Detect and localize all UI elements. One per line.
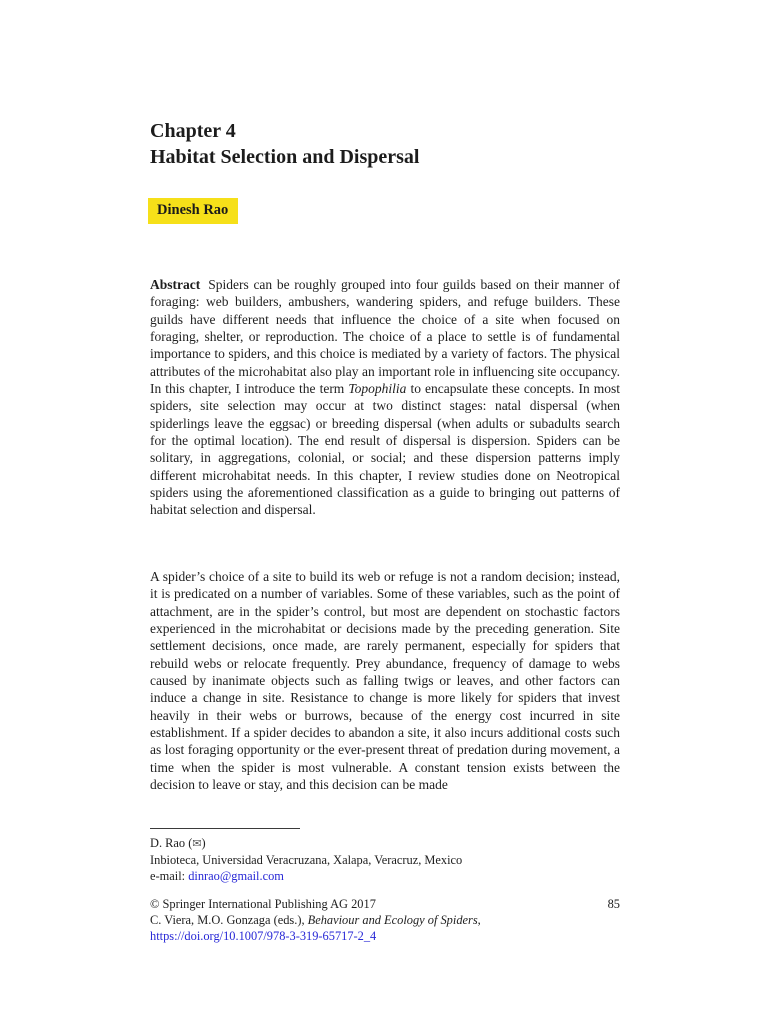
footnote-author-prefix: D. Rao ( [150,836,193,850]
editors-line [150,912,620,928]
copyright-block [150,896,620,944]
footnote-affiliation: Inbioteca, Universidad Veracruzana, Xalapa, Veracruz, Mexico [150,853,463,867]
author-block [148,198,238,224]
doi-line [150,928,620,944]
abstract-label: Abstract [150,277,201,292]
footnote-block [150,828,620,884]
email-link[interactable]: dinrao@gmail.com [188,869,284,883]
email-label: e-mail: [150,869,189,883]
footnote-author-line [150,835,620,852]
chapter-label: Chapter 4 [150,120,236,142]
copyright-line [150,896,620,912]
chapter-title: Habitat Selection and Dispersal [150,146,420,168]
abstract-italic-term: Topophilia [348,381,407,397]
footnote-author-suffix: ) [201,836,206,850]
abstract-paragraph [150,276,620,519]
editors-suffix: , [477,913,481,927]
body-paragraph: A spider’s choice of a site to build its web or refuge is not a random decision; instead, it is predicated on a number of variables. Some of these variables, such as the point of attachment, are in the spider’s control, but most are dependent on stochastic factors experienced in the microhabitat or decisions made by the preceding generation. Site settlement decisions, once made, are rarely permanent, especially for spiders that rebuild webs or relocate frequently. Prey abundance, frequency of damage to webs caused by inanimate objects such as falling twigs or leaves, and other factors can induce a change in site. Resistance to change is more likely for spiders that invest heavily in their webs or burrows, because of the energy cost incurred in site establishment. If a spider decides to abandon a site, it also incurs additional costs such as lost foraging opportunity or the ever-present threat of predation during movement, a time when the spider is most vulnerable. A constant tension exists between the decision to leave or stay, and this decision can be made [150,569,620,793]
abstract-text-after-term: to encapsulate these concepts. In most spiders, site selection may occur at two distinct stages: natal dispersal (when spiderlings leave the eggsac) or breeding dispersal (when adults or subadults search for the optimal location). The end result of dispersal is dispersion. Spiders can be solitary, in aggregations, colonial, or social; and these dispersion patterns imply different microhabitat needs. In this chapter, I review studies done on Neotropical spiders using the aforementioned classification as a guide to bringing out patterns of habitat selection and dispersal. [150,381,621,518]
doi-link[interactable]: https://doi.org/10.1007/978-3-319-65717-2_4 [150,929,377,943]
page-number: 85 [607,897,620,911]
copyright-text: © Springer International Publishing AG 2017 [150,897,376,911]
chapter-header [150,118,620,170]
abstract-text-before-term: Spiders can be roughly grouped into four guilds based on their manner of foraging: web builders, ambushers, wandering spiders, and refuge builders. These guilds have different needs that influence the choice of a site when focused on foraging, shelter, or reproduction. The choice of a place to settle is of fundamental importance to spiders, and this choice is mediated by a variety of factors. The physical attributes of the microhabitat also play an important role in influencing site occupancy. In this chapter, I introduce the term [150,277,620,397]
editors-prefix: C. Viera, M.O. Gonzaga (eds.), [150,913,308,927]
book-title: Behaviour and Ecology of Spiders [307,913,478,927]
footnote-email-line [150,868,620,884]
footnote-divider [150,828,300,829]
envelope-icon: ✉ [192,837,202,850]
author-name-highlighted: Dinesh Rao [148,198,238,224]
